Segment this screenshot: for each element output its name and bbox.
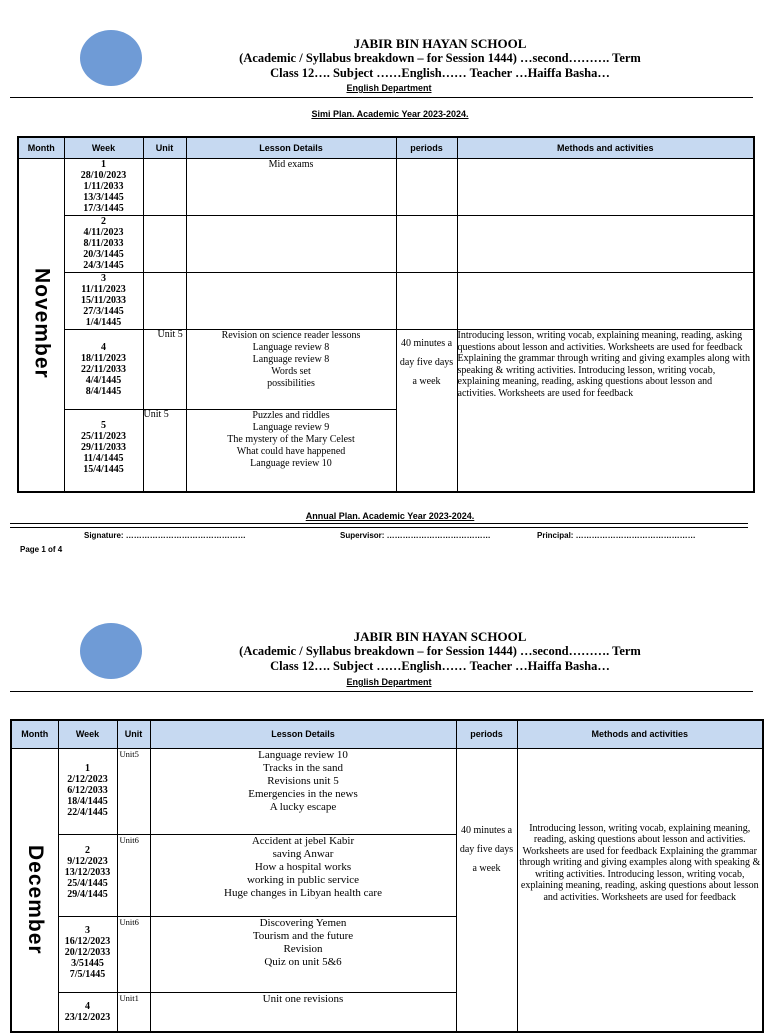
lesson-cell: Unit one revisions xyxy=(150,992,456,1032)
col-month: Month xyxy=(11,720,58,748)
school-logo xyxy=(80,623,142,679)
plan-table-december xyxy=(10,719,764,1033)
col-periods: periods xyxy=(456,720,517,748)
table-header-row xyxy=(11,720,763,748)
table-row xyxy=(18,159,754,216)
col-unit: Unit xyxy=(143,137,186,159)
col-week: Week xyxy=(64,137,143,159)
unit-cell: Unit 5 xyxy=(143,330,186,410)
week-cell: 4 23/12/2023 xyxy=(58,992,117,1032)
periods-cell xyxy=(396,273,457,330)
table-header-row xyxy=(18,137,754,159)
page-header xyxy=(150,629,730,674)
unit-cell: Unit5 xyxy=(117,748,150,834)
syllabus-line: (Academic / Syllabus breakdown – for Session 1444) …second………. Term xyxy=(239,51,641,65)
unit-cell xyxy=(143,273,186,330)
department-label: English Department xyxy=(346,677,432,687)
semi-plan-title: Simi Plan. Academic Year 2023-2024. xyxy=(311,109,469,119)
col-week: Week xyxy=(58,720,117,748)
lesson-cell: Revision on science reader lessons Language review 8 Language review 8 Words set possibilities xyxy=(186,330,396,410)
unit-cell xyxy=(143,216,186,273)
methods-cell: Introducing lesson, writing vocab, explaining meaning, reading, asking questions about lesson and activities. Worksheets are used for feedback Explaining the grammar through writing and giving examples along with speaking & writing activities. Introducing lesson, writing vocab, explaining meaning, reading, asking questions about lesson and activities. Worksheets are used for feedback xyxy=(457,330,754,492)
lesson-cell: Language review 10 Tracks in the sand Revisions unit 5 Emergencies in the news A lucky escape xyxy=(150,748,456,834)
school-logo xyxy=(80,30,142,86)
week-cell: 4 18/11/2023 22/11/2033 4/4/1445 8/4/1445 xyxy=(64,330,143,410)
unit-cell: Unit 5 xyxy=(143,410,186,492)
school-name: JABIR BIN HAYAN SCHOOL xyxy=(353,629,527,644)
col-methods: Methods and activities xyxy=(517,720,763,748)
unit-cell: Unit1 xyxy=(117,992,150,1032)
week-cell: 1 2/12/2023 6/12/2033 18/4/1445 22/4/1445 xyxy=(58,748,117,834)
month-label: December xyxy=(23,844,47,955)
page-header xyxy=(150,36,730,81)
periods-cell xyxy=(396,159,457,216)
principal-field: Principal: ……………………………………… xyxy=(537,531,696,540)
col-unit: Unit xyxy=(117,720,150,748)
table-row xyxy=(18,273,754,330)
lesson-cell: Puzzles and riddles Language review 9 The mystery of the Mary Celest What could have happened Language review 10 xyxy=(186,410,396,492)
page-number: Page 1 of 4 xyxy=(20,545,63,554)
table-row xyxy=(18,216,754,273)
col-month: Month xyxy=(18,137,64,159)
col-lesson-details: Lesson Details xyxy=(150,720,456,748)
week-cell: 1 28/10/2023 1/11/2033 13/3/1445 17/3/1445 xyxy=(64,159,143,216)
methods-cell xyxy=(457,273,754,330)
lesson-cell xyxy=(186,216,396,273)
week-cell: 3 11/11/2023 15/11/2033 27/3/1445 1/4/1445 xyxy=(64,273,143,330)
col-methods: Methods and activities xyxy=(457,137,754,159)
week-cell: 5 25/11/2023 29/11/2033 11/4/1445 15/4/1445 xyxy=(64,410,143,492)
unit-cell: Unit6 xyxy=(117,834,150,916)
methods-cell xyxy=(457,159,754,216)
month-label: November xyxy=(30,267,54,379)
week-cell: 2 4/11/2023 8/11/2033 20/3/1445 24/3/1445 xyxy=(64,216,143,273)
month-cell xyxy=(18,159,64,492)
unit-cell xyxy=(143,159,186,216)
lesson-cell xyxy=(186,273,396,330)
month-cell xyxy=(11,748,58,1032)
week-cell: 3 16/12/2023 20/12/2033 3/51445 7/5/1445 xyxy=(58,916,117,992)
col-lesson-details: Lesson Details xyxy=(186,137,396,159)
annual-plan-title: Annual Plan. Academic Year 2023-2024. xyxy=(305,511,475,521)
supervisor-field: Supervisor: ………………………………… xyxy=(340,531,491,540)
lesson-cell: Mid exams xyxy=(186,159,396,216)
periods-cell: 40 minutes a day five days a week xyxy=(396,330,457,492)
periods-cell xyxy=(396,216,457,273)
syllabus-line: (Academic / Syllabus breakdown – for Session 1444) …second………. Term xyxy=(239,644,641,658)
unit-cell: Unit6 xyxy=(117,916,150,992)
week-cell: 2 9/12/2023 13/12/2033 25/4/1445 29/4/1445 xyxy=(58,834,117,916)
lesson-cell: Discovering Yemen Tourism and the future Revision Quiz on unit 5&6 xyxy=(150,916,456,992)
table-row xyxy=(11,748,763,834)
table-row xyxy=(18,330,754,410)
school-name: JABIR BIN HAYAN SCHOOL xyxy=(353,36,527,51)
class-line: Class 12…. Subject ……English…… Teacher …Haiffa Basha… xyxy=(270,659,610,673)
department-label: English Department xyxy=(346,83,432,93)
footer-double-rule xyxy=(10,523,748,528)
class-line: Class 12…. Subject ……English…… Teacher …Haiffa Basha… xyxy=(270,66,610,80)
periods-cell: 40 minutes a day five days a week xyxy=(456,748,517,1032)
header-rule xyxy=(10,97,753,98)
methods-cell xyxy=(457,216,754,273)
methods-cell: Introducing lesson, writing vocab, explaining meaning, reading, asking questions about lesson and activities. Worksheets are used for feedback Explaining the grammar through writing and giving examples along with speaking & writing activities. Introducing lesson, writing vocab, explaining meaning, reading, asking questions about lesson and activities. Worksheets are used for feedback xyxy=(517,748,763,1032)
header-rule xyxy=(10,691,753,692)
lesson-cell: Accident at jebel Kabir saving Anwar How a hospital works working in public service Huge changes in Libyan health care xyxy=(150,834,456,916)
signature-field: Signature: ……………………………………… xyxy=(84,531,246,540)
col-periods: periods xyxy=(396,137,457,159)
plan-table-november xyxy=(17,136,755,493)
